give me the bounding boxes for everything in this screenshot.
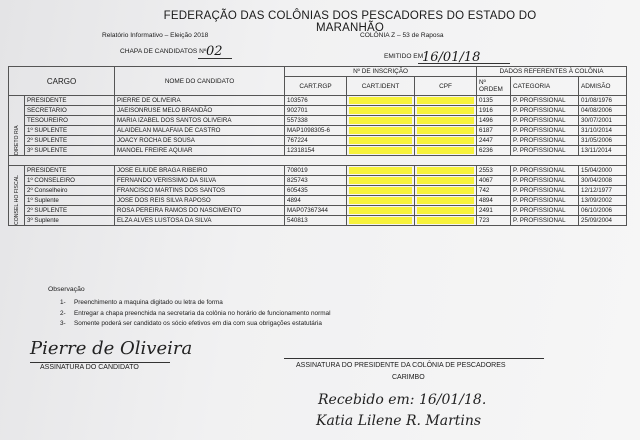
list-item-text: Somente poderá ser candidato os sócio efetivos em dia com sua obrigações estatutária: [74, 320, 322, 327]
cell-cpf-redacted: [415, 146, 477, 156]
cell-cargo: 2º SUPLENTE: [25, 136, 115, 146]
cell-admissao: 15/04/2000: [579, 166, 627, 176]
receipt-signature: Katia Lilene R. Martins: [316, 413, 482, 429]
cell-cpf-redacted: [415, 126, 477, 136]
cell-admissao: 13/09/2002: [579, 196, 627, 206]
cell-admissao: 12/12/1977: [579, 186, 627, 196]
cell-rgp: 708019: [285, 166, 347, 176]
cell-ident-redacted: [347, 186, 415, 196]
cell-admissao: 01/08/1976: [579, 96, 627, 106]
group-conselho-label: CONSEL HO FISCAL: [9, 166, 25, 226]
cell-categoria: P. PROFISSIONAL: [511, 146, 579, 156]
cell-rgp: MAP07367344: [285, 206, 347, 216]
cell-admissao: 25/09/2004: [579, 216, 627, 226]
cell-cpf-redacted: [415, 186, 477, 196]
cell-rgp: 825743: [285, 176, 347, 186]
cell-rgp: 4894: [285, 196, 347, 206]
page-title: FEDERAÇÃO DAS COLÔNIAS DOS PESCADORES DO ESTADO DO MARANHÃO: [163, 10, 537, 34]
list-item-text: Preenchimento a maquina digitado ou letra de forma: [74, 299, 223, 306]
cell-rgp: 557338: [285, 116, 347, 126]
cell-rgp: 767224: [285, 136, 347, 146]
cell-ordem: 2553: [477, 166, 511, 176]
emitido-underline: [418, 63, 510, 64]
cell-ordem: 0135: [477, 96, 511, 106]
table-row: [9, 116, 627, 126]
receipt-note: Recebido em: 16/01/18.: [318, 392, 487, 408]
cell-categoria: P. PROFISSIONAL: [511, 206, 579, 216]
cell-cargo: 2º SUPLENTE: [25, 206, 115, 216]
cell-admissao: 06/10/2006: [579, 206, 627, 216]
emitido-label: EMITIDO EM: [384, 53, 424, 60]
cell-ordem: 4894: [477, 196, 511, 206]
cell-ident-redacted: [347, 166, 415, 176]
cell-nome: FERNANDO VERISSIMO DA SILVA: [115, 176, 285, 186]
table-row: [9, 176, 627, 186]
table-row: [9, 106, 627, 116]
cell-nome: MARIA IZABEL DOS SANTOS OLIVEIRA: [115, 116, 285, 126]
cell-cargo: 1º Suplente: [25, 196, 115, 206]
emitido-date: 16/01/18: [422, 50, 481, 65]
cell-ordem: 4067: [477, 176, 511, 186]
cell-rgp: 540813: [285, 216, 347, 226]
cell-rgp: 605435: [285, 186, 347, 196]
cell-nome: JOSE ELIUDE BRAGA RIBEIRO: [115, 166, 285, 176]
list-item-text: Entregar a chapa preenchida na secretaria da colônia no horário de funcionamento normal: [74, 309, 331, 317]
cell-cpf-redacted: [415, 176, 477, 186]
cell-nome: ELZA ALVES LUSTOSA DA SILVA: [115, 216, 285, 226]
cell-cpf-redacted: [415, 116, 477, 126]
candidate-signature: Pierre de Oliveira: [30, 338, 193, 359]
cell-cpf-redacted: [415, 166, 477, 176]
cell-cargo: 1º SUPLENTE: [25, 126, 115, 136]
cell-ident-redacted: [347, 176, 415, 186]
table-row: [9, 146, 627, 156]
diretoria-body: [9, 96, 627, 166]
cell-rgp: 902701: [285, 106, 347, 116]
table-row: [9, 126, 627, 136]
cell-cpf-redacted: [415, 206, 477, 216]
cell-cpf-redacted: [415, 106, 477, 116]
group-diretoria-label: DIRETO RIA: [9, 96, 25, 156]
cell-categoria: P. PROFISSIONAL: [511, 176, 579, 186]
cell-rgp: MAP1098305-6: [285, 126, 347, 136]
cell-nome: MANOEL FREIRE AQUIAR: [115, 146, 285, 156]
cell-ordem: 6187: [477, 126, 511, 136]
chapa-label: CHAPA DE CANDIDATOS Nº: [120, 48, 207, 55]
cell-nome: FRANCISCO MARTINS DOS SANTOS: [115, 186, 285, 196]
cell-cpf-redacted: [415, 136, 477, 146]
table-row: [9, 136, 627, 146]
cell-ident-redacted: [347, 136, 415, 146]
cell-ordem: 6236: [477, 146, 511, 156]
cell-ident-redacted: [347, 206, 415, 216]
report-subtitle: Relatório Informativo – Eleição 2018: [102, 32, 209, 39]
table-row: [9, 166, 627, 176]
list-item-number: 1-: [60, 299, 66, 306]
cell-categoria: P. PROFISSIONAL: [511, 136, 579, 146]
cell-admissao: 13/11/2014: [579, 146, 627, 156]
cell-admissao: 31/05/2006: [579, 136, 627, 146]
cell-nome: JOACY ROCHA DE SOUSA: [115, 136, 285, 146]
cell-admissao: 04/08/2006: [579, 106, 627, 116]
colonia-label: COLÔNIA Z – 53 de Raposa: [360, 32, 444, 39]
candidates-table: [8, 66, 627, 226]
cell-categoria: P. PROFISSIONAL: [511, 216, 579, 226]
cell-ordem: 742: [477, 186, 511, 196]
cell-categoria: P. PROFISSIONAL: [511, 106, 579, 116]
cell-categoria: P. PROFISSIONAL: [511, 186, 579, 196]
cell-categoria: P. PROFISSIONAL: [511, 166, 579, 176]
cell-categoria: P. PROFISSIONAL: [511, 126, 579, 136]
cell-ordem: 2491: [477, 206, 511, 216]
cell-admissao: 30/07/2001: [579, 116, 627, 126]
cell-ordem: 723: [477, 216, 511, 226]
table-gap-row: [9, 156, 627, 166]
candidate-signature-line: [30, 362, 170, 363]
table-row: [9, 216, 627, 226]
cell-nome: ALAIDELAN MALAFAIA DE CASTRO: [115, 126, 285, 136]
cell-cargo: SECRETARIO: [25, 106, 115, 116]
cell-ident-redacted: [347, 126, 415, 136]
cell-nome: ROSA PEREIRA RAMOS DO NASCIMENTO: [115, 206, 285, 216]
cell-cargo: PRESIDENTE: [25, 96, 115, 106]
header-cpf: CPF: [415, 77, 477, 96]
cell-admissao: 30/04/2008: [579, 176, 627, 186]
cell-ordem: 2447: [477, 136, 511, 146]
cell-ordem: 1496: [477, 116, 511, 126]
president-signature-label: ASSINATURA DO PRESIDENTE DA COLÔNIA DE PESCADORES: [296, 362, 506, 369]
header-dados: DADOS REFERENTES À COLÔNIA: [477, 67, 627, 77]
cell-rgp: 103576: [285, 96, 347, 106]
cell-cpf-redacted: [415, 216, 477, 226]
candidate-signature-label: ASSINATURA DO CANDIDATO: [40, 364, 139, 371]
table-row: [9, 196, 627, 206]
cell-ident-redacted: [347, 196, 415, 206]
cell-cargo: 3º SUPLENTE: [25, 146, 115, 156]
observacao-list: [60, 298, 331, 330]
carimbo-label: CARIMBO: [392, 374, 425, 381]
cell-nome: JOSE DOS REIS SILVA RAPOSO: [115, 196, 285, 206]
header-ordem: Nº ORDEM: [477, 77, 511, 96]
president-signature-line: [284, 358, 544, 359]
cell-ident-redacted: [347, 116, 415, 126]
header-cargo: CARGO: [9, 67, 115, 96]
header-inscricao: Nº DE INSCRIÇÃO: [285, 67, 477, 77]
cell-nome: PIERRE DE OLIVEIRA: [115, 96, 285, 106]
conselho-body: [9, 166, 627, 226]
cell-rgp: 12318154: [285, 146, 347, 156]
header-ident: CART.IDENT: [347, 77, 415, 96]
table-row: [9, 186, 627, 196]
list-item: [60, 298, 331, 309]
table-row: [9, 96, 627, 106]
cell-ident-redacted: [347, 216, 415, 226]
list-item: [60, 309, 331, 320]
table-row: [9, 206, 627, 216]
list-item: [60, 319, 331, 330]
cell-cpf-redacted: [415, 196, 477, 206]
cell-admissao: 31/10/2014: [579, 126, 627, 136]
cell-ordem: 1916: [477, 106, 511, 116]
list-item-number: 3-: [60, 320, 66, 327]
cell-cpf-redacted: [415, 96, 477, 106]
cell-ident-redacted: [347, 96, 415, 106]
header-rgp: CART.RGP: [285, 77, 347, 96]
observacao-title: Observação: [48, 286, 85, 293]
cell-cargo: PRESIDENTE: [25, 166, 115, 176]
chapa-underline: [198, 58, 232, 59]
header-admissao: ADMISÃO: [579, 77, 627, 96]
cell-cargo: 3º Suplente: [25, 216, 115, 226]
cell-ident-redacted: [347, 106, 415, 116]
cell-cargo: 2º Conselheiro: [25, 186, 115, 196]
chapa-number: 02: [206, 44, 223, 59]
cell-ident-redacted: [347, 146, 415, 156]
cell-categoria: P. PROFISSIONAL: [511, 116, 579, 126]
header-categoria: CATEGORIA: [511, 77, 579, 96]
cell-cargo: 1º CONSELEIRO: [25, 176, 115, 186]
list-item-number: 2-: [60, 309, 66, 317]
cell-nome: JAEISONRUSE MELO BRANDÃO: [115, 106, 285, 116]
cell-categoria: P. PROFISSIONAL: [511, 96, 579, 106]
header-nome: NOME DO CANDIDATO: [115, 67, 285, 96]
cell-categoria: P. PROFISSIONAL: [511, 196, 579, 206]
cell-cargo: TESOUREIRO: [25, 116, 115, 126]
